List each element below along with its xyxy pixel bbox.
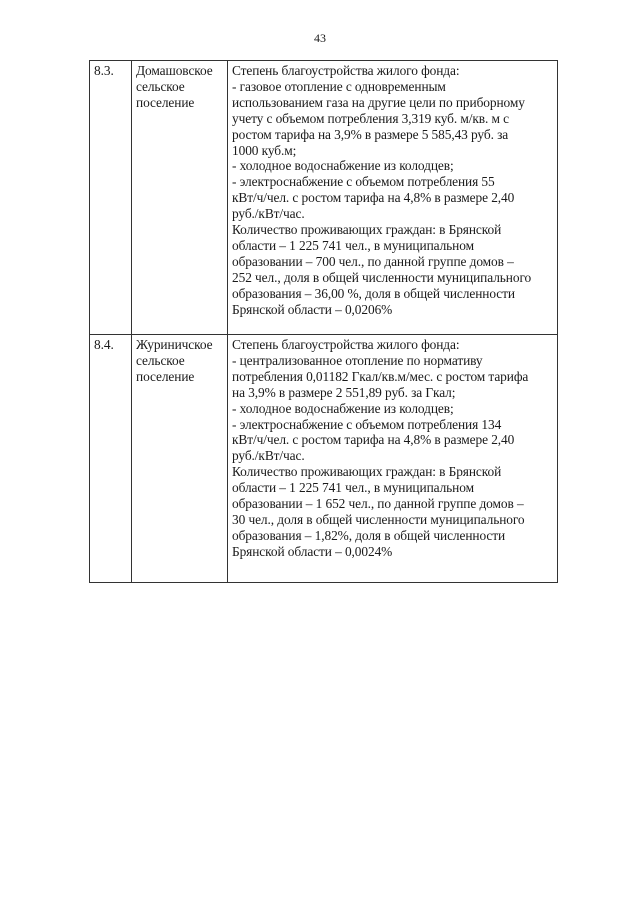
settlements-table: [89, 60, 558, 583]
description-line: 1000 куб.м;: [232, 142, 297, 158]
description-line: образования – 1,82%, доля в общей численности: [232, 527, 506, 543]
description-line: потребления 0,01182 Гкал/кв.м/мес. с ростом тарифа: [232, 368, 529, 384]
description-line: - электроснабжение с объемом потребления 134: [232, 416, 502, 432]
page-number: 43: [314, 31, 326, 45]
description-line: - холодное водоснабжение из колодцев;: [232, 158, 454, 174]
settlement-name-line: поселение: [136, 368, 195, 384]
description-line: Количество проживающих граждан: в Брянской: [232, 464, 502, 480]
description-line: учету с объемом потребления 3,319 куб. м/кв. м с: [232, 110, 509, 126]
description-line: 252 чел., доля в общей численности муниципального: [232, 269, 532, 285]
settlement-name-cell: [132, 335, 228, 583]
description-line: - централизованное отопление по нормативу: [232, 352, 483, 368]
settlement-name-line: Домашовское: [136, 63, 213, 78]
description-line: - газовое отопление с одновременным: [232, 78, 446, 94]
description-line: - холодное водоснабжение из колодцев;: [232, 400, 454, 416]
settlement-name-line: поселение: [136, 94, 195, 110]
description-line: образования – 36,00 %, доля в общей численности: [232, 285, 515, 301]
description-line: Брянской области – 0,0206%: [232, 301, 393, 317]
description-line: ростом тарифа на 3,9% в размере 5 585,43 руб. за: [232, 126, 509, 142]
row-number-cell: 8.3.: [90, 61, 132, 335]
description-line: Степень благоустройства жилого фонда:: [232, 337, 460, 352]
description-line: использованием газа на другие цели по приборному: [232, 94, 525, 110]
description-cell: [228, 61, 558, 335]
description-line: области – 1 225 741 чел., в муниципальном: [232, 237, 474, 253]
row-number-cell: 8.4.: [90, 335, 132, 583]
description-line: образовании – 1 652 чел., по данной группе домов –: [232, 496, 524, 512]
settlement-name-cell: [132, 61, 228, 335]
table-row: [90, 335, 558, 583]
description-line: Степень благоустройства жилого фонда:: [232, 63, 460, 78]
description-line: руб./кВт/час.: [232, 206, 305, 222]
description-line: образовании – 700 чел., по данной группе домов –: [232, 253, 514, 269]
settlement-name-line: сельское: [136, 78, 185, 94]
description-line: на 3,9% в размере 2 551,89 руб. за Гкал;: [232, 384, 456, 400]
settlement-name-line: Журиничское: [136, 337, 213, 352]
description-line: кВт/ч/чел. с ростом тарифа на 4,8% в размере 2,40: [232, 190, 515, 206]
settlement-name-line: сельское: [136, 352, 185, 368]
description-line: Количество проживающих граждан: в Брянской: [232, 222, 502, 238]
description-cell: [228, 335, 558, 583]
description-line: 30 чел., доля в общей численности муниципального: [232, 511, 525, 527]
description-line: области – 1 225 741 чел., в муниципальном: [232, 480, 474, 496]
description-line: руб./кВт/час.: [232, 448, 305, 464]
table-row: [90, 61, 558, 335]
description-line: Брянской области – 0,0024%: [232, 543, 393, 559]
description-line: кВт/ч/чел. с ростом тарифа на 4,8% в размере 2,40: [232, 432, 515, 448]
description-line: - электроснабжение с объемом потребления 55: [232, 174, 495, 190]
